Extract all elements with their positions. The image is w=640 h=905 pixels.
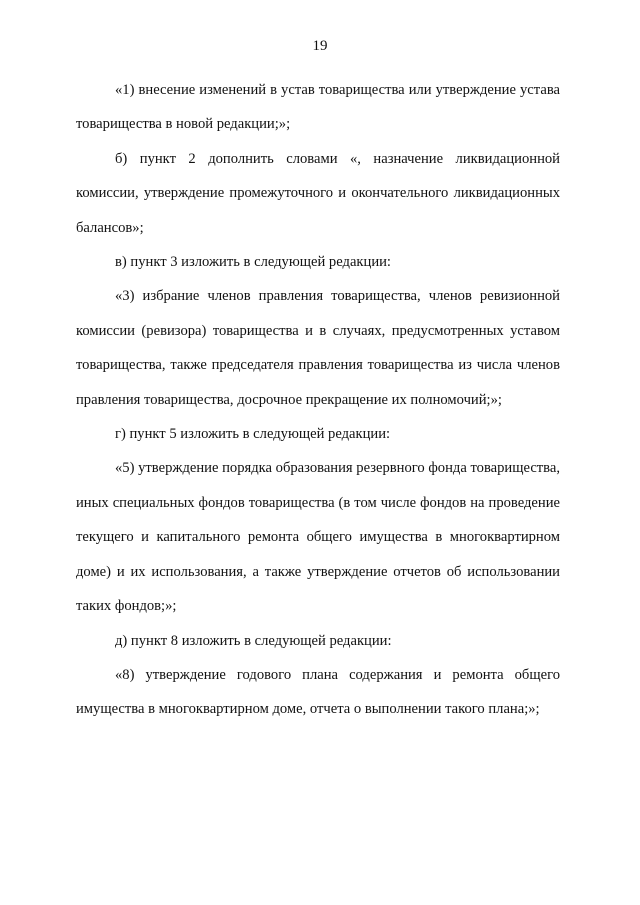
document-body [76, 73, 560, 727]
paragraph-b-point-2: б) пункт 2 дополнить словами «, назначение ликвидационной комиссии, утверждение промежуточного и окончательного ликвидационных балансов»; [76, 150, 560, 236]
paragraph-g-point-5: г) пункт 5 изложить в следующей редакции: [115, 426, 391, 443]
paragraph-amendment-3: «3) избрание членов правления товарищества, членов ревизионной комиссии (ревизора) товарищества и в случаях, предусмотренных уставом товарищества, также председателя правления товарищества из числа членов правления товарищества, досрочное прекращение их полномочий;»; [76, 288, 560, 408]
paragraph-v-point-3: в) пункт 3 изложить в следующей редакции: [115, 254, 391, 271]
paragraph-d-point-8: д) пункт 8 изложить в следующей редакции: [115, 632, 392, 649]
paragraph-amendment-1: «1) внесение изменений в устав товарищества или утверждение устава товарищества в новой редакции;»; [76, 82, 560, 133]
paragraph-amendment-8: «8) утверждение годового плана содержания и ремонта общего имущества в многоквартирном доме, отчета о выполнении такого плана;»; [76, 666, 560, 718]
paragraph-amendment-5: «5) утверждение порядка образования резервного фонда товарищества, иных специальных фондов товарищества (в том числе фондов на проведение текущего и капитального ремонта общего имущества в многоквартирном доме) и их использования, а также утверждение отчетов об использовании таких фондов;»; [76, 460, 560, 615]
page-number: 19 [312, 38, 328, 54]
